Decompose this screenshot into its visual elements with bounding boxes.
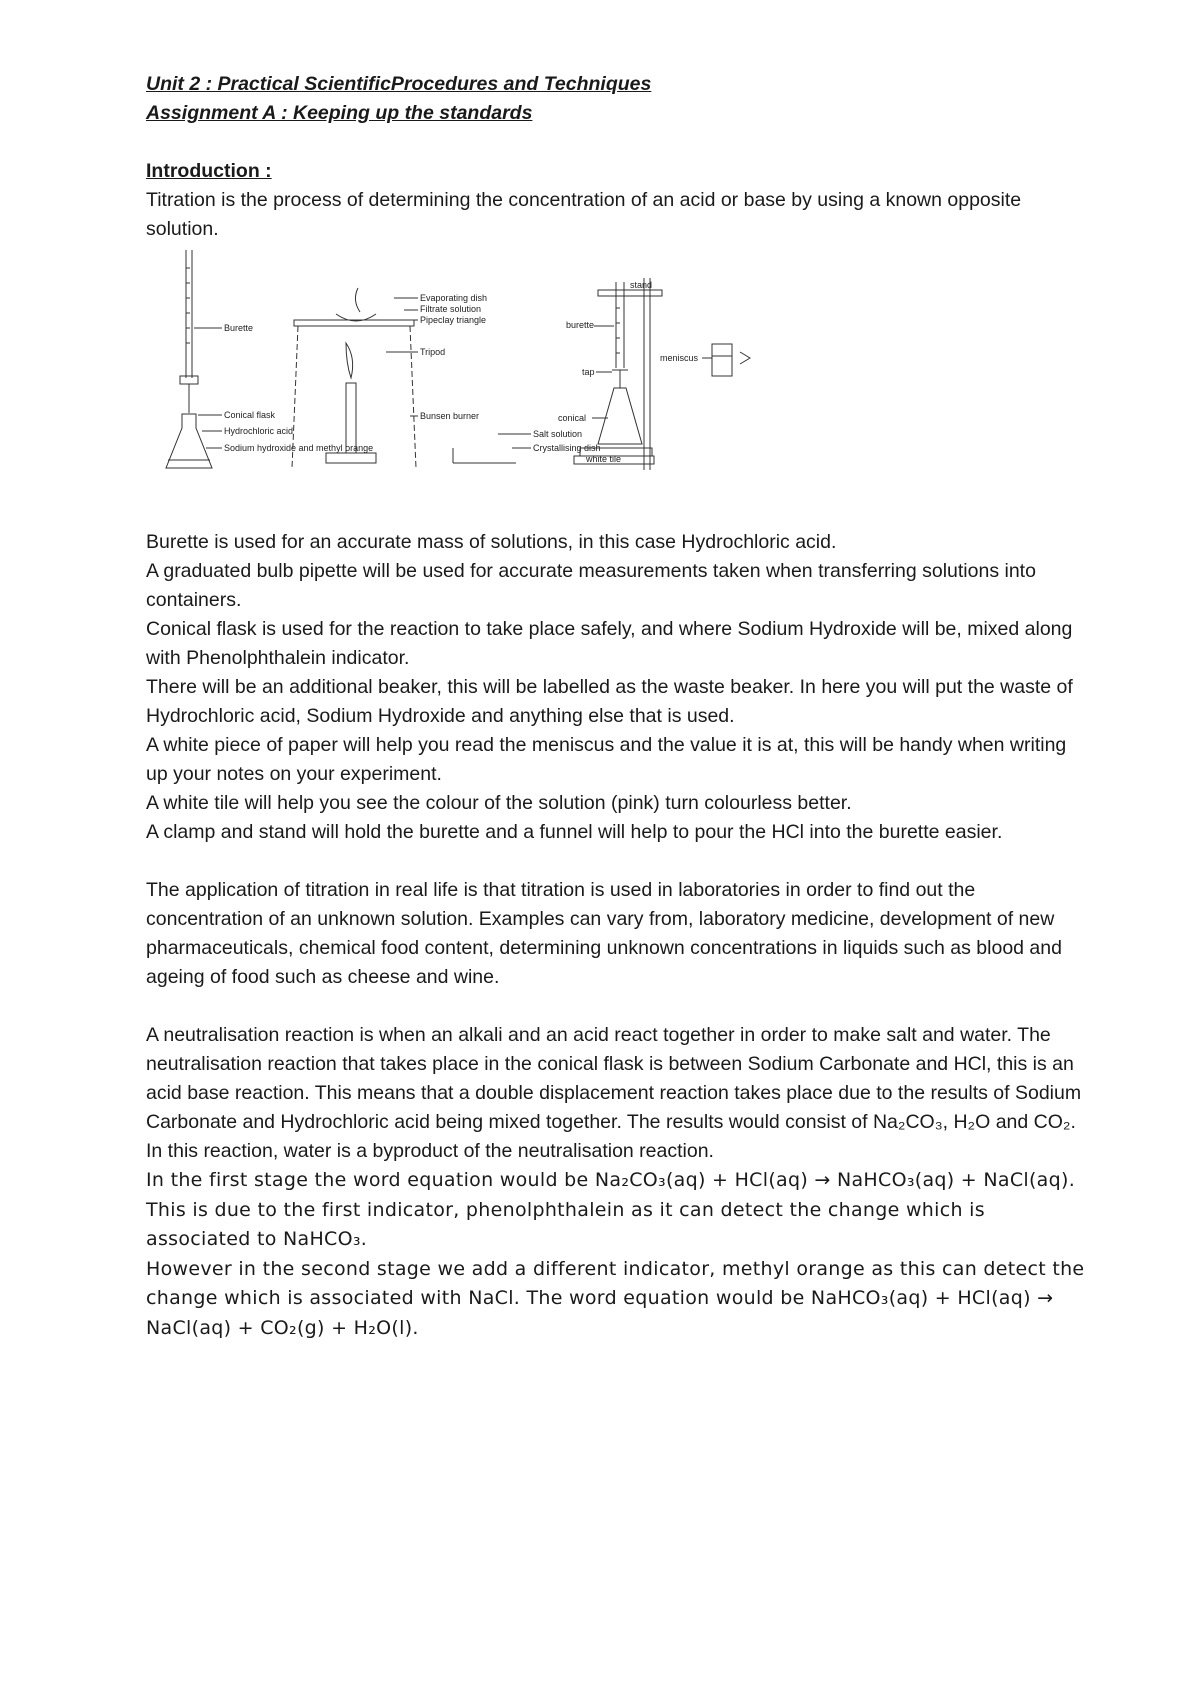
application-paragraph: The application of titration in real life is that titration is used in laboratories in order to find out the concentration of an unknown solution. Examples can vary from, laboratory medicine, development of new pharmaceuticals, chemical food content, determining unknown concentrations in liquids such as blood and ageing of food such as cheese and wine. [146, 879, 1062, 988]
label-hydrochloric-acid: Hydrochloric acid [224, 426, 294, 436]
equipment-paragraph: A clamp and stand will hold the burette and a funnel will help to pour the HCl into the burette easier. [146, 821, 1003, 843]
introduction-text: Titration is the process of determining the concentration of an acid or base by using a known opposite solution. [146, 189, 1022, 240]
label-burette: Burette [224, 323, 254, 333]
label-white-tile: white tile [586, 454, 622, 464]
equipment-paragraph: Conical flask is used for the reaction to take place safely, and where Sodium Hydroxide will be, mixed along with Phenolphthalein indicator. [146, 618, 1073, 669]
apparatus-svg [146, 248, 826, 500]
unit-title: Unit 2 : Practical ScientificProcedures and Techniques [146, 73, 652, 95]
burette-drawing [166, 250, 222, 468]
assignment-title: Assignment A : Keeping up the standards [146, 102, 533, 124]
label-conical-flask: Conical flask [224, 410, 276, 420]
document-page [146, 70, 1086, 1343]
equipment-paragraph: There will be an additional beaker, this will be labelled as the waste beaker. In here you will put the waste of Hydrochloric acid, Sodium Hydroxide and anything else that is used. [146, 676, 1073, 727]
label-stand: stand [630, 280, 653, 290]
evaporation-drawing [292, 288, 531, 468]
spacer [146, 128, 1086, 157]
neutralisation-paragraph: A neutralisation reaction is when an alkali and an acid react together in order to make salt and water. The neutralisation reaction that takes place in the conical flask is between Sodium Carbonate and HCl, this is an acid base reaction. This means that a double displacement reaction takes place due to the results of Sodium Carbonate and Hydrochloric acid being mixed together. The results would consist of Na₂CO₃, H₂O and CO₂. In this reaction, water is a byproduct of the neutralisation reaction. [146, 1024, 1082, 1162]
label-tap: tap [582, 367, 595, 377]
equipment-paragraph: A graduated bulb pipette will be used for accurate measurements taken when transferring solutions into containers. [146, 560, 1036, 611]
equipment-paragraph: A white piece of paper will help you read the meniscus and the value it is at, this will be handy when writing up your notes on your experiment. [146, 734, 1067, 785]
label-salt-solution: Salt solution [533, 429, 583, 439]
equipment-paragraph: A white tile will help you see the colour of the solution (pink) turn colourless better. [146, 792, 852, 814]
spacer [146, 847, 1086, 876]
equipment-paragraph: Burette is used for an accurate mass of solutions, in this case Hydrochloric acid. [146, 531, 837, 553]
label-tripod: Tripod [420, 347, 446, 357]
introduction-heading: Introduction : [146, 160, 272, 182]
label-bunsen-burner: Bunsen burner [420, 411, 480, 421]
label-meniscus: meniscus [660, 353, 699, 363]
label-filtrate-solution: Filtrate solution [420, 304, 482, 314]
label-sodium-hydroxide: Sodium hydroxide and methyl orange [224, 443, 374, 453]
apparatus-diagram [146, 248, 826, 500]
label-crystallising-dish: Crystallising dish [533, 443, 601, 453]
titration-stand-drawing [574, 278, 750, 470]
second-stage-paragraph: However in the second stage we add a different indicator, methyl orange as this can detect the change which is associated with NaCl. The word equation would be NaHCO₃(aq) + HCl(aq) → NaCl(aq) + CO₂(g) + H₂O(l). [146, 1257, 1085, 1339]
label-conical: conical [558, 413, 587, 423]
label-pipeclay-triangle: Pipeclay triangle [420, 315, 487, 325]
spacer [146, 992, 1086, 1021]
label-burette-small: burette [566, 320, 595, 330]
first-stage-paragraph: In the first stage the word equation would be Na₂CO₃(aq) + HCl(aq) → NaHCO₃(aq) + NaCl(aq). This is due to the first indicator, phenolphthalein as it can detect the change which is associated to NaHCO₃. [146, 1169, 1076, 1250]
label-evaporating-dish: Evaporating dish [420, 293, 488, 303]
